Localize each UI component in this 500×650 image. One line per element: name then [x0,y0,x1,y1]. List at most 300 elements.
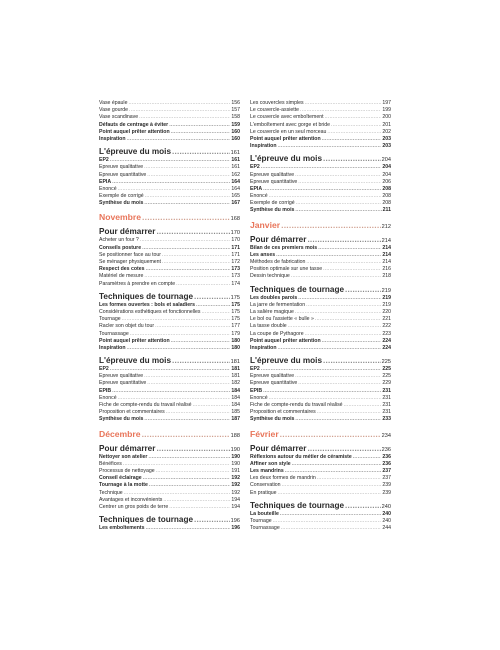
toc-page-number: 225 [381,359,391,366]
toc-dot-leader [144,273,230,280]
toc-page-number: 173 [231,273,240,280]
toc-entry [250,245,391,252]
toc-entry-title: Inspiration [250,143,277,150]
toc-page-number: 208 [382,193,391,200]
toc-entry [99,122,240,129]
toc-dot-leader [110,157,231,164]
toc-dot-leader [291,273,382,280]
toc-entry [250,129,391,136]
toc-dot-leader [323,356,381,366]
toc-entry-title: Techniques de tournage [99,515,194,525]
toc-entry [99,245,240,252]
toc-entry-title: Tournassage [99,330,129,337]
toc-entry-title: Décembre [99,428,141,439]
toc-entry [250,122,391,129]
toc-entry [250,511,391,518]
toc-entry [99,323,240,330]
toc-entry [99,338,240,345]
toc-page-number: 229 [382,380,391,387]
toc-dot-leader [298,380,381,387]
toc-page-number: 177 [231,323,240,330]
toc-page-number: 192 [231,475,240,482]
toc-page-number: 208 [382,200,391,207]
toc-entry-title: Se ménager physiquement [99,259,161,265]
toc-entry [99,345,240,352]
toc-entry-title: EP2 [99,157,109,164]
toc-entry-title: Dessin technique [250,273,290,280]
toc-page-number: 200 [382,114,391,121]
toc-entry-title: Les couvercles simples [250,100,304,106]
toc-entry [250,409,391,416]
toc-entry [99,157,240,164]
toc-entry [99,482,240,489]
toc-page-number: 196 [231,525,240,532]
toc-page-number: 156 [231,100,240,106]
toc-dot-leader [292,461,382,468]
toc-dot-leader [127,345,231,352]
toc-entry-title: Conseils posture [99,244,142,251]
toc-dot-leader [124,490,231,497]
toc-page-number: 240 [381,503,391,510]
toc-entry [99,316,240,323]
toc-entry-title: Respect des cotes [99,266,145,273]
toc-dot-leader [322,136,382,143]
toc-dot-leader [162,252,230,259]
toc-entry [250,273,391,280]
toc-entry-title: Techniques de tournage [250,284,345,294]
toc-page-number: 160 [231,128,240,135]
toc-entry-title: Techniques de tournage [250,500,345,510]
toc-entry [99,366,240,373]
toc-page-number: 236 [382,460,391,467]
toc-page-number: 196 [230,518,240,525]
toc-entry-title: Centrer un gros poids de terre [99,503,169,510]
toc-dot-leader [306,259,381,266]
toc-dot-leader [142,429,230,440]
toc-entry-title: Tournage [99,316,121,323]
toc-page-number: 174 [231,280,240,287]
toc-dot-leader [276,252,381,259]
toc-entry-title: Épreuve qualitative [99,373,144,380]
toc-dot-leader [144,200,230,207]
toc-entry-title: Les formes ouvertes : bols et saladiers [99,301,196,308]
toc-entry [99,193,240,200]
toc-entry-title: Pour démarrer [250,443,307,453]
toc-dot-leader [156,227,229,237]
toc-entry-title: Inspiration [99,135,126,142]
toc-section-heading [99,227,240,237]
toc-entry [250,266,391,273]
toc-entry-title: Épreuve quantitative [250,380,298,387]
toc-dot-leader [345,501,381,511]
toc-page-number: 161 [231,164,240,171]
toc-section-heading [250,356,391,366]
toc-page-number: 190 [231,453,240,460]
toc-dot-leader [317,475,382,482]
toc-dot-leader [269,193,382,200]
toc-dot-leader [281,220,381,231]
toc-dot-leader [155,323,230,330]
toc-dot-leader [118,395,231,402]
toc-entry-title: Février [250,428,279,439]
toc-dot-leader [295,207,381,214]
toc-page-number: 212 [381,223,391,230]
toc-dot-leader [281,525,382,532]
toc-dot-leader [261,366,382,373]
toc-page-number: 214 [382,244,391,251]
toc-section-heading [250,235,391,245]
toc-entry-title: Point auquel prêter attention [99,128,170,135]
toc-entry-title: L'épreuve du mois [250,356,323,366]
toc-page-number: 201 [382,121,391,128]
toc-entry-title: Épreuve quantitative [99,380,147,387]
toc-entry [99,475,240,482]
toc-entry-title: Pour démarrer [250,234,307,244]
toc-entry [250,388,391,395]
toc-dot-leader [118,186,231,193]
toc-entry-title: Synthèse du mois [99,416,144,423]
toc-page-number: 175 [230,294,240,301]
toc-entry-title: Janvier [250,219,281,230]
toc-page-number: 175 [231,301,240,308]
toc-entry-title: La salière magique [250,308,294,315]
toc-entry [99,395,240,402]
toc-entry-title: Vase gourde [99,107,129,114]
toc-entry [250,331,391,338]
toc-month-heading [250,429,391,440]
toc-entry [250,416,391,423]
toc-entry-title: Position optimale sur une tasse [250,266,323,273]
toc-dot-leader [147,380,230,387]
toc-entry-title: Les deux formes de mandrin [250,475,316,482]
toc-entry-title: Épreuve qualitative [99,164,144,171]
toc-entry-title: Se positionner face au tour [99,251,162,258]
toc-page-number: 203 [382,143,391,150]
toc-section-heading [99,444,240,454]
toc-page-number: 181 [231,373,240,380]
toc-dot-leader [300,107,381,114]
toc-entry [99,129,240,136]
toc-column-right [250,100,391,532]
toc-dot-leader [129,107,230,114]
toc-entry [250,309,391,316]
toc-page-number: 185 [231,409,240,416]
toc-entry-title: Épreuve qualitative [250,171,295,178]
toc-page-number: 214 [382,251,391,258]
toc-page-number: 202 [382,128,391,135]
toc-entry [250,207,391,214]
toc-month-heading [250,220,391,231]
toc-dot-leader [325,114,382,121]
toc-entry [250,345,391,352]
toc-page-number: 234 [381,432,391,439]
toc-dot-leader [202,309,231,316]
toc-page-number: 179 [231,330,240,337]
toc-entry-title: Conservation [250,482,281,489]
toc-page-number: 162 [231,171,240,178]
toc-dot-leader [269,395,382,402]
toc-entry-title: Tournage à la motte [99,482,148,489]
toc-dot-leader [353,454,382,461]
toc-entry [99,266,240,273]
toc-entry [99,186,240,193]
toc-dot-leader [298,295,381,302]
toc-entry-title: Tournassage [250,525,280,532]
toc-entry [99,497,240,504]
toc-dot-leader [148,454,230,461]
toc-section-heading [99,147,240,157]
toc-dot-leader [194,292,230,302]
toc-entry-title: Épreuve qualitative [250,373,295,380]
toc-entry [99,136,240,143]
toc-entry-title: Exemple de corrigé [99,193,144,200]
toc-section-heading [99,515,240,525]
toc-entry-title: Synthèse du mois [99,200,144,207]
toc-entry-title: Matériel de mesure [99,273,144,280]
toc-page-number: 239 [382,482,391,489]
toc-page-number: 165 [231,193,240,200]
toc-entry-title: Le bol ou l'assiette « bulle » [250,316,314,323]
toc-dot-leader [278,345,382,352]
toc-entry [99,331,240,338]
toc-entry-title: Inspiration [250,344,277,351]
toc-page-number: 184 [231,387,240,394]
toc-page-number: 187 [231,416,240,423]
toc-entry [250,366,391,373]
toc-entry-title: Paramètres à prendre en compte [99,280,176,287]
toc-page-number: 159 [231,121,240,128]
toc-page-number: 219 [382,301,391,308]
toc-dot-leader [162,259,230,266]
toc-entry [99,281,240,288]
toc-entry-title: Les doubles parois [250,294,298,301]
toc-page-number: 182 [231,380,240,387]
toc-dot-leader [169,504,230,511]
toc-page-number: 158 [231,114,240,121]
toc-entry [250,136,391,143]
toc-entry-title: Point auquel prêter attention [99,337,170,344]
toc-entry [99,273,240,280]
toc-dot-leader [315,316,381,323]
toc-entry [99,200,240,207]
toc-dot-leader [278,490,382,497]
toc-page-number: 164 [231,185,240,192]
toc-page-number: 224 [382,344,391,351]
toc-page-number: 157 [231,107,240,114]
toc-page-number: 231 [382,394,391,401]
toc-page-number: 214 [382,259,391,265]
toc-dot-leader [142,245,230,252]
toc-entry [250,114,391,121]
toc-entry [250,259,391,266]
toc-dot-leader [140,237,231,244]
toc-dot-leader [144,373,230,380]
toc-entry-title: Les emboîtements [99,525,145,532]
toc-entry-title: EP2 [250,164,260,171]
toc-dot-leader [112,388,230,395]
toc-page-number: 168 [230,216,240,223]
toc-entry-title: Considérations esthétiques et fonctionnelles [99,308,201,315]
toc-dot-leader [263,388,381,395]
toc-entry-title: Point auquel prêter attention [250,135,321,142]
toc-entry [99,402,240,409]
toc-entry-title: Conseil éclairage [99,475,142,482]
toc-dot-leader [295,172,381,179]
toc-entry [250,316,391,323]
toc-entry-title: Les anses [250,251,276,258]
toc-entry-title: Vase scandinave [99,114,139,121]
toc-page-number: 180 [231,337,240,344]
toc-dot-leader [163,497,230,504]
toc-dot-leader [280,429,381,440]
toc-entry [250,482,391,489]
toc-page-number: 240 [382,517,391,524]
toc-page-number: 190 [230,446,240,453]
toc-entry [250,193,391,200]
toc-dot-leader [171,129,231,136]
toc-dot-leader [142,212,230,223]
toc-dot-leader [171,338,231,345]
toc-entry-title: EPIB [99,387,112,394]
toc-dot-leader [110,366,231,373]
toc-page-number: 218 [382,273,391,280]
toc-entry [99,100,240,107]
toc-entry [99,525,240,532]
toc-entry [250,179,391,186]
toc-dot-leader [172,147,230,157]
toc-section-heading [99,356,240,366]
toc-entry [250,295,391,302]
toc-page-number: 194 [231,496,240,503]
toc-dot-leader [278,143,382,150]
toc-dot-leader [144,416,230,423]
toc-entry-title: Énoncé [250,394,268,401]
toc-page-number: 161 [230,150,240,157]
toc-dot-leader [176,281,230,288]
toc-entry-title: Novembre [99,212,142,223]
toc-entry [250,200,391,207]
toc-entry [99,461,240,468]
toc-page-number: 214 [381,237,391,244]
toc-entry-title: Méthodes de fabrication [250,259,306,265]
toc-entry-title: Pour démarrer [99,443,156,453]
toc-page-number: 192 [231,482,240,489]
toc-entry-title: Proposition et commentaires [250,409,316,416]
toc-page-number: 216 [382,266,391,273]
toc-dot-leader [193,402,231,409]
toc-entry-title: Le couvercle en un seul morceau [250,128,327,135]
toc-entry [250,323,391,330]
toc-dot-leader [295,373,381,380]
toc-entry [99,252,240,259]
toc-page-number: 237 [382,475,391,482]
toc-dot-leader [296,200,382,207]
toc-entry [250,395,391,402]
toc-entry [99,388,240,395]
toc-entry-title: Synthèse du mois [250,416,295,423]
toc-dot-leader [273,518,382,525]
toc-page-number: 219 [381,287,391,294]
toc-page-number: 191 [231,467,240,474]
toc-entry-title: Point auquel prêter attention [250,337,321,344]
toc-entry [99,416,240,423]
toc-entry-title: L'épreuve du mois [250,154,323,164]
toc-dot-leader [143,475,231,482]
toc-page-number: 171 [231,244,240,251]
toc-page-number: 197 [382,100,391,106]
toc-dot-leader [130,331,231,338]
toc-entry [250,338,391,345]
toc-dot-leader [139,114,230,121]
toc-dot-leader [280,511,382,518]
toc-page-number: 172 [231,259,240,265]
toc-entry-title: Techniques de tournage [99,291,194,301]
toc-entry [99,504,240,511]
toc-dot-leader [144,164,230,171]
toc-dot-leader [146,525,231,532]
toc-entry-title: Nettoyer son atelier [99,453,148,460]
toc-page-number: 208 [382,185,391,192]
toc-entry-title: Acheter un four ? [99,237,139,244]
toc-dot-leader [331,122,381,129]
toc-entry [99,380,240,387]
toc-entry-title: La jarre de fermentation [250,301,306,308]
toc-page-number: 225 [382,373,391,380]
toc-page-number: 161 [231,157,240,164]
toc-month-heading [99,212,240,223]
toc-page-number: 219 [382,294,391,301]
toc-entry-title: Énoncé [99,394,117,401]
toc-entry-title: Bénéfices [99,460,122,467]
toc-dot-leader [122,316,231,323]
toc-page-number: 170 [231,237,240,244]
toc-entry-title: Réflexions autour du métier de céramiste [250,453,352,460]
toc-entry-title: Les mandrins [250,467,284,474]
toc-entry [250,172,391,179]
toc-section-heading [99,292,240,302]
toc-dot-leader [172,356,230,366]
toc-page-number: 167 [231,200,240,207]
toc-entry-title: L'emboîtement avec gorge et bride [250,121,331,128]
toc-entry-title: EP2 [250,366,260,373]
toc-entry [99,179,240,186]
toc-entry [99,373,240,380]
toc-section-heading [250,154,391,164]
toc-entry-title: Épreuve quantitative [250,178,298,185]
toc-entry [99,164,240,171]
toc-entry [250,518,391,525]
toc-entry-title: Énoncé [250,193,268,200]
toc-entry-title: Avantages et inconvénients [99,496,163,503]
toc-page-number: 231 [382,402,391,408]
toc-entry-title: Fiche de compte-rendu du travail réalisé [99,402,192,408]
toc-page-number: 244 [382,525,391,532]
toc-page-number: 184 [231,402,240,408]
toc-dot-leader [196,302,230,309]
toc-page-number: 233 [382,416,391,423]
toc-dot-leader [307,444,380,454]
toc-entry-title: L'épreuve du mois [99,356,172,366]
toc-entry [99,490,240,497]
toc-page-number: 221 [382,316,391,323]
toc-dot-leader [128,100,230,107]
toc-month-heading [99,429,240,440]
toc-entry [99,114,240,121]
toc-entry-title: Tournage [250,517,272,524]
toc-dot-leader [288,323,382,330]
toc-dot-leader [345,285,381,295]
toc-entry-title: EPIA [99,178,112,185]
